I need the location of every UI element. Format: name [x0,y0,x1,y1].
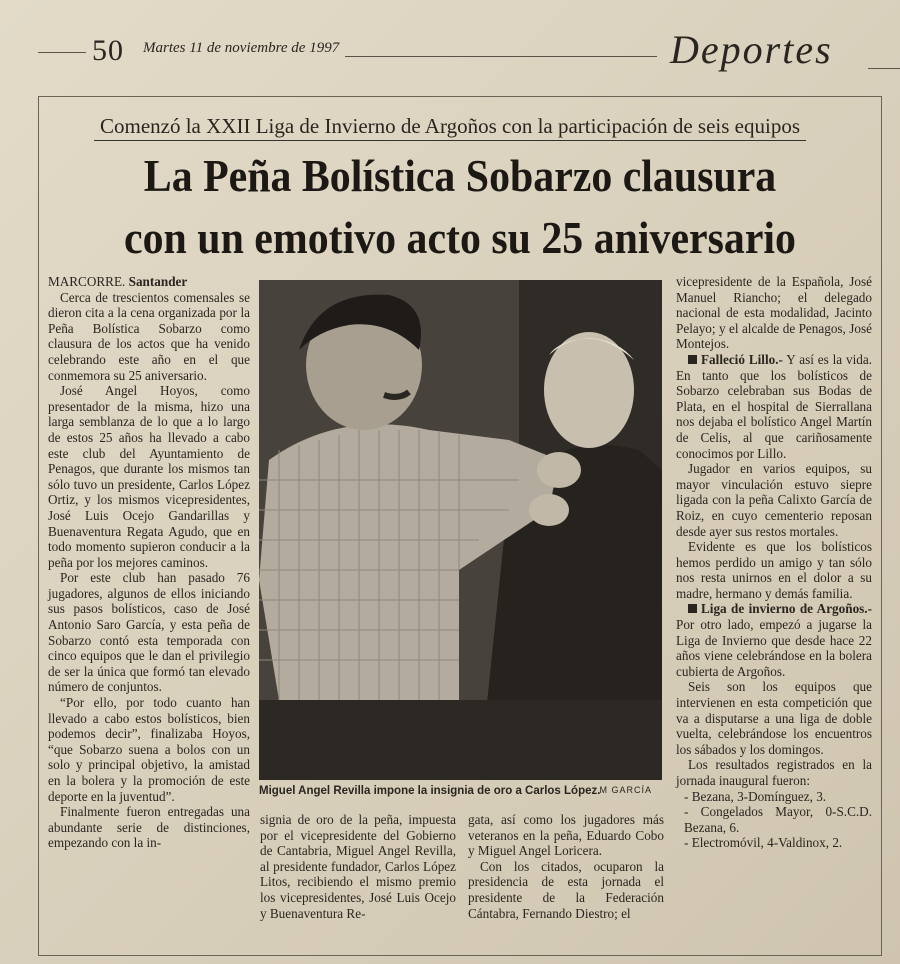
paragraph: Evidente es que los bolísticos hemos perdido un amigo y tan sólo nos resta unirnos en el dolor a su madre, hermano y demás familia. [676,539,872,601]
photo-caption [259,785,662,797]
subhead-falleció-lillo: Falleció Lillo.- [701,351,783,367]
section-title: Deportes [670,27,833,72]
byline-city: Santander [128,274,188,289]
article-column-1 [48,274,250,851]
caption-text: Miguel Angel Revilla impone la insignia de oro a Carlos López. [259,785,601,797]
result-item: - Congelados Mayor, 0-S.C.D. Bezana, 6. [684,804,872,835]
paragraph: Seis son los equipos que intervienen en esta competición que va a disputarse a una liga de doble vuelta, celebrándose los encuentros los sábados y los domingos. [676,679,872,757]
photo-illustration [259,280,662,780]
article-kicker [0,114,900,139]
headline-line-1: La Peña Bolística Sobarzo clausura [143,151,777,201]
header-rule-right [868,68,900,69]
byline [48,274,250,290]
article-column-2 [260,812,456,921]
subhead-paragraph [676,352,872,461]
paragraph: Por este club han pasado 76 jugadores, algunos de ellos iniciando sus pasos bolísticos, caso de José Antonio Saro García, y esta peña de Sobarzo contó esta temporada con cinco equipos que le dan el privilegio de ser la única que formó tan elevado número de conjuntos. [48,570,250,695]
article-column-4 [676,274,872,851]
subhead-body: Y así es la vida. En tanto que los bolísticos de Sobarzo celebraban sus Bodas de Plata, en el hospital de Sierrallana nos dejaba el bolístico Angel Martín de Celis, al que cariñosamente conocimos por Lillo. [676,351,873,461]
paragraph: vicepresidente de la Española, José Manuel Riancho; el delegado nacional de esta modalidad, Jacinto Pelayo; y el alcalde de Penagos, José Montejos. [676,274,872,352]
paragraph: Cerca de trescientos comensales se dieron cita a la cena organizada por la Peña Bolística Sobarzo como clausura de los actos que ha venido celebrando este año en el que conmemora su 25 aniversario. [48,289,250,383]
page-number: 50 [92,34,124,67]
square-bullet-icon [688,604,697,613]
header-rule-middle [345,56,657,57]
result-item: - Electromóvil, 4-Valdinox, 2. [684,835,843,851]
paragraph: Finalmente fueron entregadas una abundante serie de distinciones, empezando con la in- [48,804,250,851]
paragraph: signia de oro de la peña, impuesta por el vicepresidente del Gobierno de Cantabria, Miguel Angel Revilla, al presidente fundador, Carlos López Litos, recibiendo el mismo premio los vicepresidentes, José Luis Ocejo y Buenaventura Re- [260,812,456,921]
subhead-liga-invierno: Liga de invierno de Argoños.- [701,601,872,617]
paragraph: gata, así como los jugadores más veteranos en la peña, Eduardo Cobo y Miguel Angel Loricera. [468,812,664,859]
kicker-text: Comenzó la XXII Liga de Invierno de Argoños con la participación de seis equipos [94,114,806,141]
headline-line-2: con un emotivo acto su 25 aniversario [124,213,796,263]
paragraph: Con los citados, ocuparon la presidencia de esta jornada el presidente de la Federación Cántabra, Fernando Diestro; el [468,858,664,921]
article-photo [259,280,662,780]
paragraph: Los resultados registrados en la jornada inaugural fueron: [676,757,872,788]
photo-credit: M GARCÍA [599,785,652,795]
byline-place: MARCORRE. [48,274,126,289]
article-column-3 [468,812,664,921]
subhead-body: Por otro lado, empezó a jugarse la Liga de Invierno que desde hace 22 años viene celebrándose en la bolera cubierta de Argoños. [676,617,872,679]
paragraph: “Por ello, por todo cuanto han llevado a cabo estos bolísticos, bien podemos decir”, finalizaba Hoyos, “que Sobarzo suena a bolos con un solo y principal objetivo, la amistad en la bolera y la promoción de este deporte en la juventud”. [48,695,250,804]
issue-date: Martes 11 de noviembre de 1997 [143,40,340,56]
subhead-paragraph [676,601,872,679]
paragraph: Jugador en varios equipos, su mayor vinculación estuvo siepre ligada con la peña Calixto García de Roiz, en cuyo cementerio reposan desde ayer sus restos mortales. [676,461,872,539]
paragraph: José Angel Hoyos, como presentador de la misma, hizo una larga semblanza de lo que a lo largo de estos 25 años ha llevado a cabo este club del Ayuntamiento de Penagos, que durante los mismos tan sólo tuvo un presidente, Carlos López Ortiz, y los mismos vicepresidentes, José Luis Ocejo Gandarillas y Buenaventura Regata Agudo, que en todo momento supieron conducir a la peña por los mejores caminos. [48,383,250,570]
square-bullet-icon [688,355,697,364]
result-item: - Bezana, 3-Domínguez, 3. [684,788,827,804]
header-rule-left [38,52,86,53]
results-list [676,789,872,851]
